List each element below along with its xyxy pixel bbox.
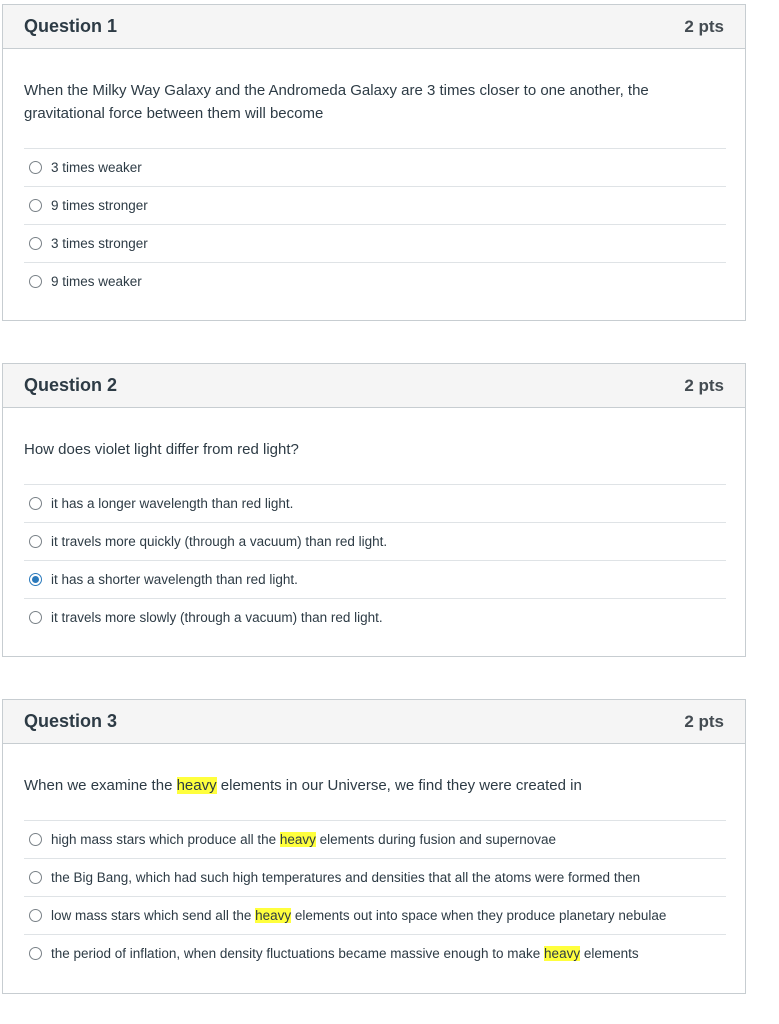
answer-option[interactable] [24,224,726,262]
answer-option[interactable] [24,186,726,224]
answer-option[interactable] [24,522,726,560]
answer-label-part: the period of inflation, when density fluctuations became massive enough to make [51,946,545,961]
highlighted-word: heavy [544,946,581,961]
answer-option[interactable] [24,934,726,972]
answer-label: it travels more quickly (through a vacuum) than red light. [51,534,388,549]
answer-option[interactable] [24,598,726,636]
answer-label: the Big Bang, which had such high temperatures and densities that all the atoms were formed then [51,870,641,885]
question-points: 2 pts [684,375,724,395]
question-text: How does violet light differ from red light? [24,441,299,458]
answer-label: 9 times weaker [51,274,142,289]
radio-button[interactable] [29,535,42,548]
question-header [3,364,745,408]
answer-label [51,908,666,923]
answer-label-part: low mass stars which send all the [51,908,256,923]
answer-option[interactable] [24,858,726,896]
question-text-part: When we examine the [24,777,177,794]
answer-label-part: elements out into space when they produce planetary nebulae [291,908,667,923]
radio-button[interactable] [29,497,42,510]
answer-option[interactable] [24,148,726,186]
answer-label: 9 times stronger [51,198,148,213]
radio-button[interactable] [29,237,42,250]
question-points: 2 pts [684,711,724,731]
answer-option[interactable] [24,820,726,858]
question-text: When the Milky Way Galaxy and the Andromeda Galaxy are 3 times closer to one another, the gravitational force between them will become [24,82,649,122]
answer-label: 3 times stronger [51,236,148,251]
highlighted-word: heavy [255,908,292,923]
answer-option[interactable] [24,262,726,300]
radio-button[interactable] [29,947,42,960]
question-title: Question 2 [24,375,118,395]
question-3-card [2,699,746,994]
answer-label-part: elements during fusion and supernovae [315,832,557,847]
question-text-part: elements in our Universe, we find they were created in [216,777,582,794]
radio-button-selected[interactable] [29,573,42,586]
answer-option[interactable] [24,484,726,522]
answer-option[interactable] [24,560,726,598]
question-header [3,700,745,744]
question-title: Question 3 [24,711,118,731]
radio-button[interactable] [29,871,42,884]
radio-button[interactable] [29,909,42,922]
radio-button[interactable] [29,833,42,846]
highlighted-word: heavy [176,777,217,794]
question-header [3,5,745,49]
answer-label-part: elements [580,946,639,961]
answer-label [51,832,556,847]
radio-button[interactable] [29,161,42,174]
question-title: Question 1 [24,16,118,36]
question-text [24,774,705,797]
radio-button[interactable] [29,199,42,212]
answer-list [24,820,726,972]
question-2-card [2,363,746,657]
radio-button[interactable] [29,611,42,624]
answer-label: it travels more slowly (through a vacuum) than red light. [51,610,383,625]
highlighted-word: heavy [279,832,316,847]
question-points: 2 pts [684,16,724,36]
answer-label [51,946,639,961]
answer-label: it has a longer wavelength than red light. [51,496,294,511]
answer-label: it has a shorter wavelength than red light. [51,572,298,587]
answer-list [24,148,726,300]
question-1-card [2,4,746,321]
answer-label: 3 times weaker [51,160,142,175]
radio-button[interactable] [29,275,42,288]
answer-label-part: high mass stars which produce all the [51,832,280,847]
answer-option[interactable] [24,896,726,934]
answer-list [24,484,726,636]
